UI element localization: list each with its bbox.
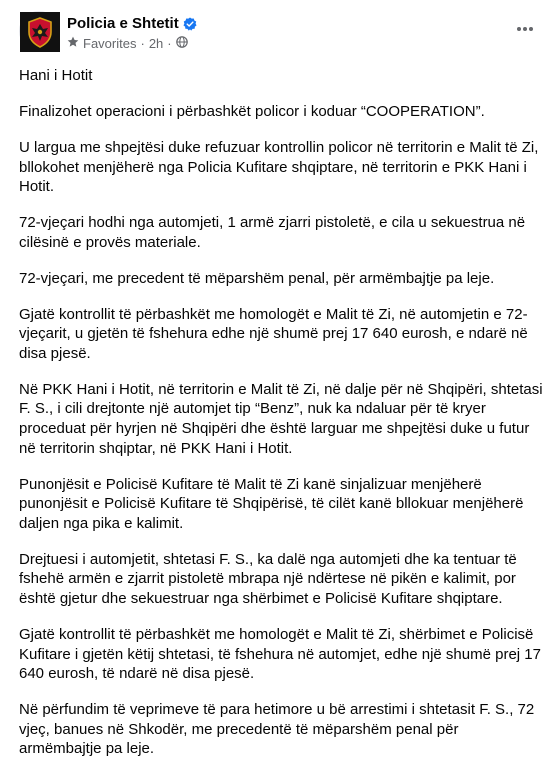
post-paragraph: Drejtuesi i automjetit, shtetasi F. S., ka dalë nga automjeti dhe ka tentuar të fshehë armën e zjarrit pistoletë mbrapa një ndërtese në pikën e kalimit, por është gjetur dhe sekuestruar nga shërbimet e Policisë Kufitare shqiptare. (19, 550, 517, 607)
post-paragraph: Punonjësit e Policisë Kufitare të Malit të Zi kanë sinjalizuar menjëherë punonjësit e Policisë Kufitare të Shqipërisë, të cilët kanë bllokuar menjëherë daljen nga pika e kalimit. (19, 475, 524, 532)
post-paragraph: Gjatë kontrollit të përbashkët me homologët e Malit të Zi, në automjetin e 72-vjeçarit, u gjetën të fshehura edhe një shumë prej 17 640 eurosh, e ndarë në disa pjesë. (19, 305, 528, 362)
audience-label[interactable]: Favorites (83, 36, 137, 51)
post-body (19, 66, 545, 775)
post-paragraph: 72-vjeçari hodhi nga automjeti, 1 armë zjarri pistoletë, e cila u sekuestrua në cilësinë e provës materiale. (19, 214, 526, 251)
post-paragraph: Në PKK Hani i Hotit, në territorin e Malit të Zi, në dalje për në Shqipëri, shtetasi F. S., i cili drejtonte një automjet tip “Benz”, nuk ka ndaluar për të kryer proceduat për hyrjen në Shqipëri dhe është larguar me shpejtësi duke u futur në territorin shqiptar, në PKK Hani i Hotit. (19, 380, 543, 457)
post-paragraph: Në përfundim të veprimeve të para hetimore u bë arrestimi i shtetasit F. S., 72 vjeç, banues në Shkodër, me precedentë të mëparshëm penal për armëmbajtje pa leje. (19, 701, 535, 758)
page-avatar[interactable] (19, 11, 59, 51)
meta-separator: · (140, 36, 145, 51)
meta-separator: · (167, 36, 172, 51)
post-paragraph: 72-vjeçari, me precedent të mëparshëm penal, për armëmbajtje pa leje. (19, 269, 495, 287)
more-options-button[interactable] (513, 19, 537, 39)
post-paragraph: Gjatë kontrollit të përbashkët me homologët e Malit të Zi, shërbimet e Policisë Kufitare i gjetën këtij shtetasi, të fshehura në automjet, edhe një shumë prej 17 640 eurosh, të ndarë në disa pjesë. (19, 625, 541, 683)
post-paragraph: Finalizohet operacioni i përbashkët policor i koduar “COOPERATION”. (19, 102, 485, 120)
post-meta (67, 36, 188, 51)
police-emblem-icon (20, 12, 60, 52)
post-paragraph: Hani i Hotit (19, 67, 93, 84)
star-icon (67, 36, 79, 51)
page-name-row (67, 15, 197, 32)
verified-badge-icon (183, 17, 197, 31)
globe-icon (176, 36, 188, 51)
post-time[interactable]: 2h (148, 36, 164, 51)
post-header (19, 11, 541, 55)
post-paragraph: U largua me shpejtësi duke refuzuar kontrollin policor në territorin e Malit të Zi, bllokohet menjëherë nga Policia Kufitare shqiptare, në territorin e PKK Hani i Hotit. (19, 138, 539, 196)
more-horizontal-icon (516, 26, 534, 32)
page-name[interactable]: Policia e Shtetit (67, 15, 179, 32)
